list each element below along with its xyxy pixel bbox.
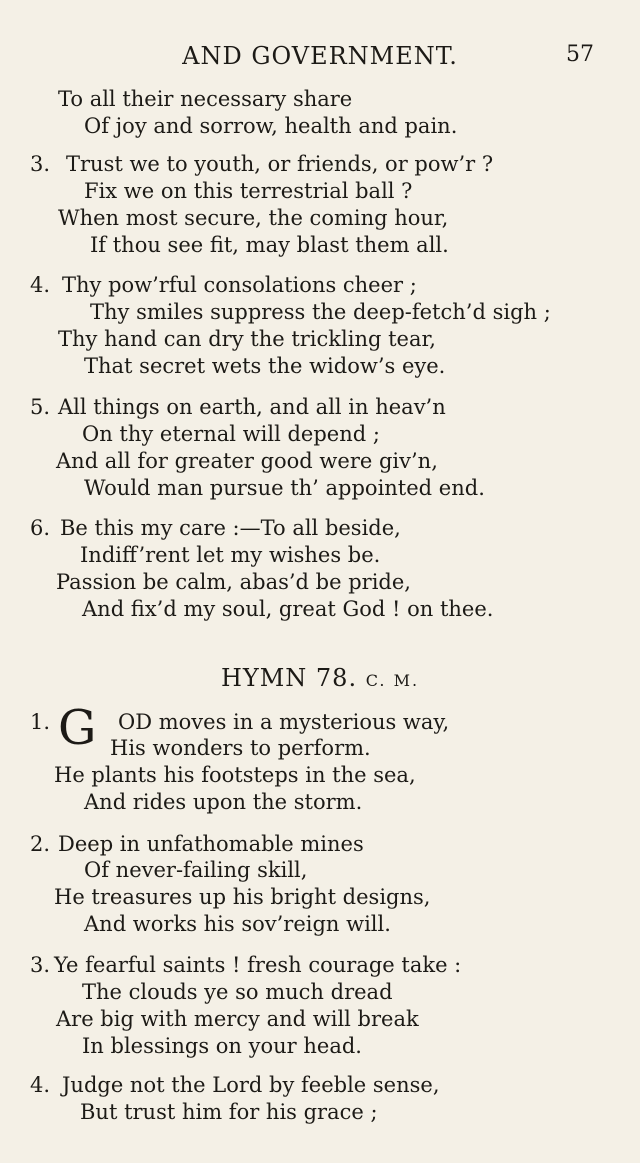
verse-line: Thy pow’rful consolations cheer ; <box>62 273 417 297</box>
verse-line: His wonders to perform. <box>110 736 371 760</box>
running-header: AND GOVERNMENT. <box>182 42 458 70</box>
verse-line: But trust him for his grace ; <box>80 1100 378 1124</box>
verse-line: All things on earth, and all in heav’n <box>58 395 446 419</box>
verse-line: Of joy and sorrow, health and pain. <box>84 114 458 138</box>
verse-line: Deep in unfathomable mines <box>58 832 364 856</box>
page-number: 57 <box>566 42 594 67</box>
verse-line: Of never-failing skill, <box>84 858 308 882</box>
verse-line: Are big with mercy and will break <box>56 1007 419 1031</box>
verse-line: The clouds ye so much dread <box>82 980 393 1004</box>
hymn-title: HYMN 78. <box>220 664 358 692</box>
drop-cap: G <box>58 700 97 756</box>
verse-line: OD moves in a mysterious way, <box>118 710 450 734</box>
verse-line: In blessings on your head. <box>82 1034 362 1058</box>
verse-line: That secret wets the widow’s eye. <box>84 354 446 378</box>
hymn-heading <box>0 664 640 692</box>
verse-line: Passion be calm, abas’d be pride, <box>56 570 411 594</box>
verse-line: Trust we to youth, or friends, or pow’r ? <box>66 152 494 176</box>
verse-number: 5. <box>30 395 51 419</box>
verse-line: Fix we on this terrestrial ball ? <box>84 179 413 203</box>
verse-line: And fix’d my soul, great God ! on thee. <box>82 597 494 621</box>
verse-line: Thy smiles suppress the deep-fetch’d sigh ; <box>90 300 551 324</box>
verse-number: 1. <box>30 710 51 734</box>
verse-line: And rides upon the storm. <box>84 790 363 814</box>
verse-line: To all their necessary share <box>58 87 353 111</box>
verse-number: 3. <box>30 953 51 977</box>
verse-number: 2. <box>30 832 51 856</box>
verse-line: On thy eternal will depend ; <box>82 422 380 446</box>
verse-number: 3. <box>30 152 51 176</box>
hymn-meter: C. M. <box>365 671 420 690</box>
verse-line: Ye fearful saints ! fresh courage take : <box>54 953 462 977</box>
verse-line: And works his sov’reign will. <box>84 912 391 936</box>
verse-number: 6. <box>30 516 51 540</box>
verse-number: 4. <box>30 1073 51 1097</box>
verse-line: If thou see fit, may blast them all. <box>90 233 449 257</box>
verse-line: Judge not the Lord by feeble sense, <box>62 1073 440 1097</box>
verse-line: Be this my care :—To all beside, <box>60 516 401 540</box>
verse-line: Indiff’rent let my wishes be. <box>80 543 381 567</box>
verse-line: He treasures up his bright designs, <box>54 885 431 909</box>
verse-number: 4. <box>30 273 51 297</box>
verse-line: He plants his footsteps in the sea, <box>54 763 416 787</box>
verse-line: When most secure, the coming hour, <box>58 206 449 230</box>
verse-line: And all for greater good were giv’n, <box>56 449 438 473</box>
verse-line: Thy hand can dry the trickling tear, <box>58 327 436 351</box>
verse-line: Would man pursue th’ appointed end. <box>84 476 485 500</box>
